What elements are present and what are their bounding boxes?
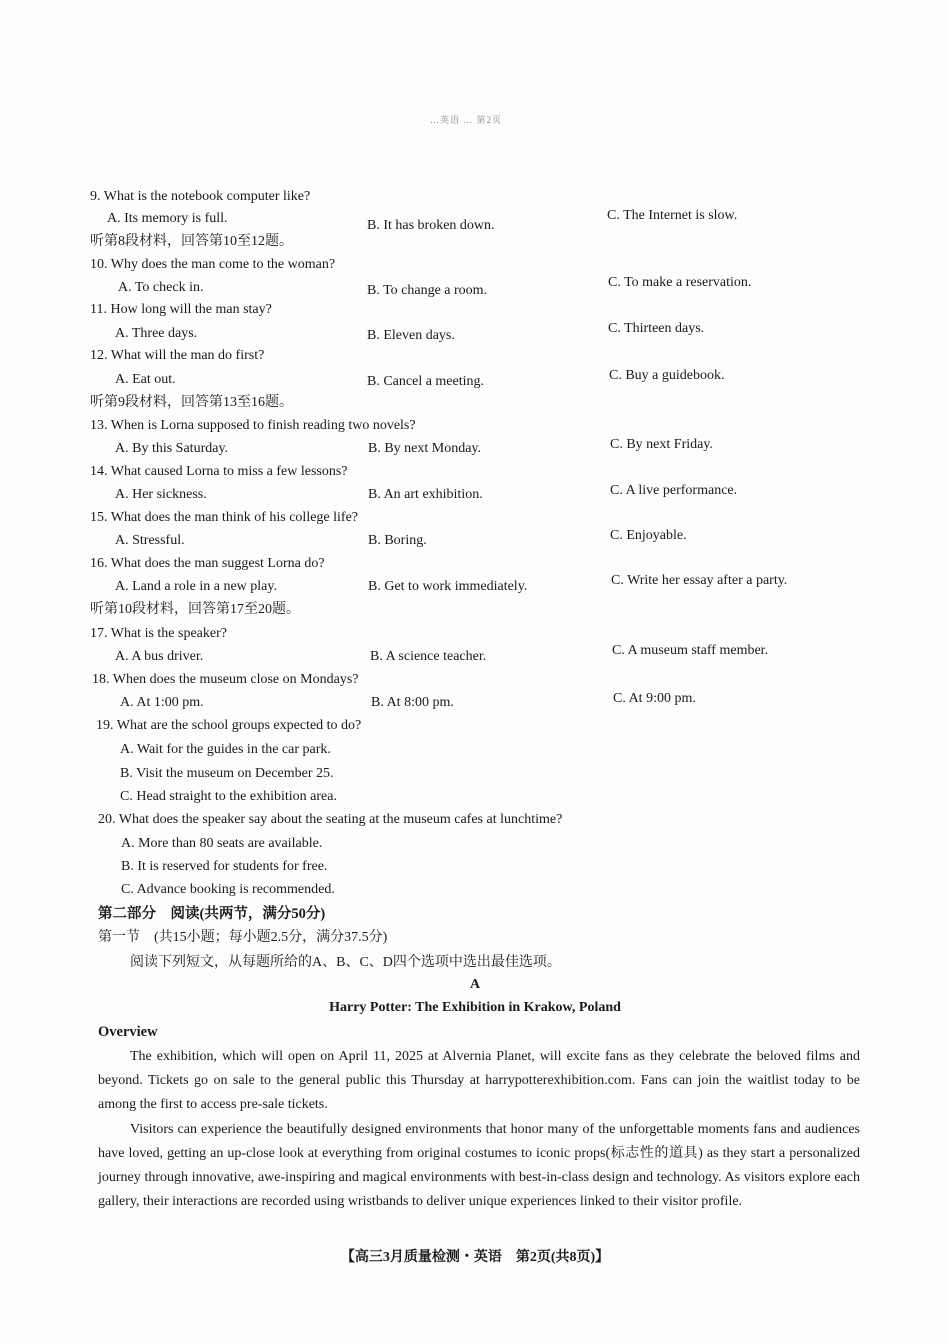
passage-letter: A <box>469 977 481 992</box>
part2-title: 第二部分 阅读(共两节，满分50分) <box>98 906 326 922</box>
q13-option-b: B. By next Monday. <box>368 441 482 456</box>
q16-option-a: A. Land a role in a new play. <box>115 579 277 594</box>
q19-option-a: A. Wait for the guides in the car park. <box>120 742 331 757</box>
q19-stem: 19. What are the school groups expected to do? <box>96 718 362 733</box>
q18-stem: 18. When does the museum close on Mondays? <box>92 672 359 687</box>
page-header-faint: …英语 … 第2页 <box>430 115 503 125</box>
q17-stem: 17. What is the speaker? <box>90 626 227 641</box>
q13-option-c: C. By next Friday. <box>610 437 713 452</box>
q15-option-c: C. Enjoyable. <box>610 528 687 543</box>
instruction-section8: 听第8段材料，回答第10至12题。 <box>90 234 293 249</box>
page-footer: 【高三3月质量检测・英语 第2页(共8页)】 <box>340 1250 610 1265</box>
q12-option-b: B. Cancel a meeting. <box>367 374 485 389</box>
q13-option-a: A. By this Saturday. <box>115 441 229 456</box>
q15-stem: 15. What does the man think of his college life? <box>90 510 359 525</box>
article-paragraph-2: Visitors can experience the beautifully designed environments that honor many of the unforgettable moments fans and audiences have loved, getting an up-close look at everything from original costumes to iconic props(标志性的道具) as they start a personalized journey through innovative, awe-inspiring and magical environments with best-in-class design and technology. As visitors explore each gallery, their interactions are recorded using wristbands to deliver unique experiences linked to their visitor profile. <box>98 1122 860 1209</box>
q10-stem: 10. Why does the man come to the woman? <box>90 257 336 272</box>
q11-stem: 11. How long will the man stay? <box>90 302 272 317</box>
q13-stem: 13. When is Lorna supposed to finish reading two novels? <box>90 418 416 433</box>
q18-option-a: A. At 1:00 pm. <box>120 695 204 710</box>
q9-stem: 9. What is the notebook computer like? <box>90 189 311 204</box>
q20-option-b: B. It is reserved for students for free. <box>121 859 328 874</box>
q17-option-c: C. A museum staff member. <box>612 643 769 658</box>
q14-option-b: B. An art exhibition. <box>368 487 483 502</box>
q18-option-c: C. At 9:00 pm. <box>613 691 696 706</box>
q9-option-b: B. It has broken down. <box>367 218 495 233</box>
q12-stem: 12. What will the man do first? <box>90 348 265 363</box>
article-title: Harry Potter: The Exhibition in Krakow, Poland <box>329 1000 621 1015</box>
q19-option-b: B. Visit the museum on December 25. <box>120 766 334 781</box>
q16-option-b: B. Get to work immediately. <box>368 579 528 594</box>
q14-option-c: C. A live performance. <box>610 483 738 498</box>
q17-option-a: A. A bus driver. <box>115 649 204 664</box>
article-paragraph-1: The exhibition, which will open on April 11, 2025 at Alvernia Planet, will excite fans as they celebrate the beloved films and beyond. Tickets go on sale to the general public this Thursday at harrypotterexhibition.com. Fans can join the waitlist today to be among the first to access pre-sale tickets. <box>98 1049 860 1112</box>
q14-stem: 14. What caused Lorna to miss a few lessons? <box>90 464 348 479</box>
q12-option-a: A. Eat out. <box>115 372 176 387</box>
q14-option-a: A. Her sickness. <box>115 487 207 502</box>
q11-option-c: C. Thirteen days. <box>608 321 705 336</box>
q19-option-c: C. Head straight to the exhibition area. <box>120 789 337 804</box>
part2-section1: 第一节 (共15小题；每小题2.5分，满分37.5分) <box>98 930 388 945</box>
q15-option-b: B. Boring. <box>368 533 427 548</box>
q11-option-b: B. Eleven days. <box>367 328 455 343</box>
instruction-section9: 听第9段材料，回答第13至16题。 <box>90 395 293 410</box>
instruction-section10: 听第10段材料，回答第17至20题。 <box>90 602 300 617</box>
q20-option-a: A. More than 80 seats are available. <box>121 836 323 851</box>
q11-option-a: A. Three days. <box>115 326 198 341</box>
overview-heading: Overview <box>98 1024 158 1040</box>
q9-option-a: A. Its memory is full. <box>107 211 228 226</box>
q20-option-c: C. Advance booking is recommended. <box>121 882 335 897</box>
part2-instruction: 阅读下列短文，从每题所给的A、B、C、D四个选项中选出最佳选项。 <box>130 955 561 970</box>
q10-option-a: A. To check in. <box>118 280 204 295</box>
q9-option-c: C. The Internet is slow. <box>607 208 738 223</box>
q10-option-b: B. To change a room. <box>367 283 488 298</box>
q16-stem: 16. What does the man suggest Lorna do? <box>90 556 325 571</box>
q12-option-c: C. Buy a guidebook. <box>609 368 725 383</box>
q15-option-a: A. Stressful. <box>115 533 185 548</box>
q16-option-c: C. Write her essay after a party. <box>611 573 788 588</box>
q20-stem: 20. What does the speaker say about the seating at the museum cafes at lunchtime? <box>98 812 563 827</box>
q18-option-b: B. At 8:00 pm. <box>371 695 454 710</box>
q10-option-c: C. To make a reservation. <box>608 275 752 290</box>
q17-option-b: B. A science teacher. <box>370 649 487 664</box>
